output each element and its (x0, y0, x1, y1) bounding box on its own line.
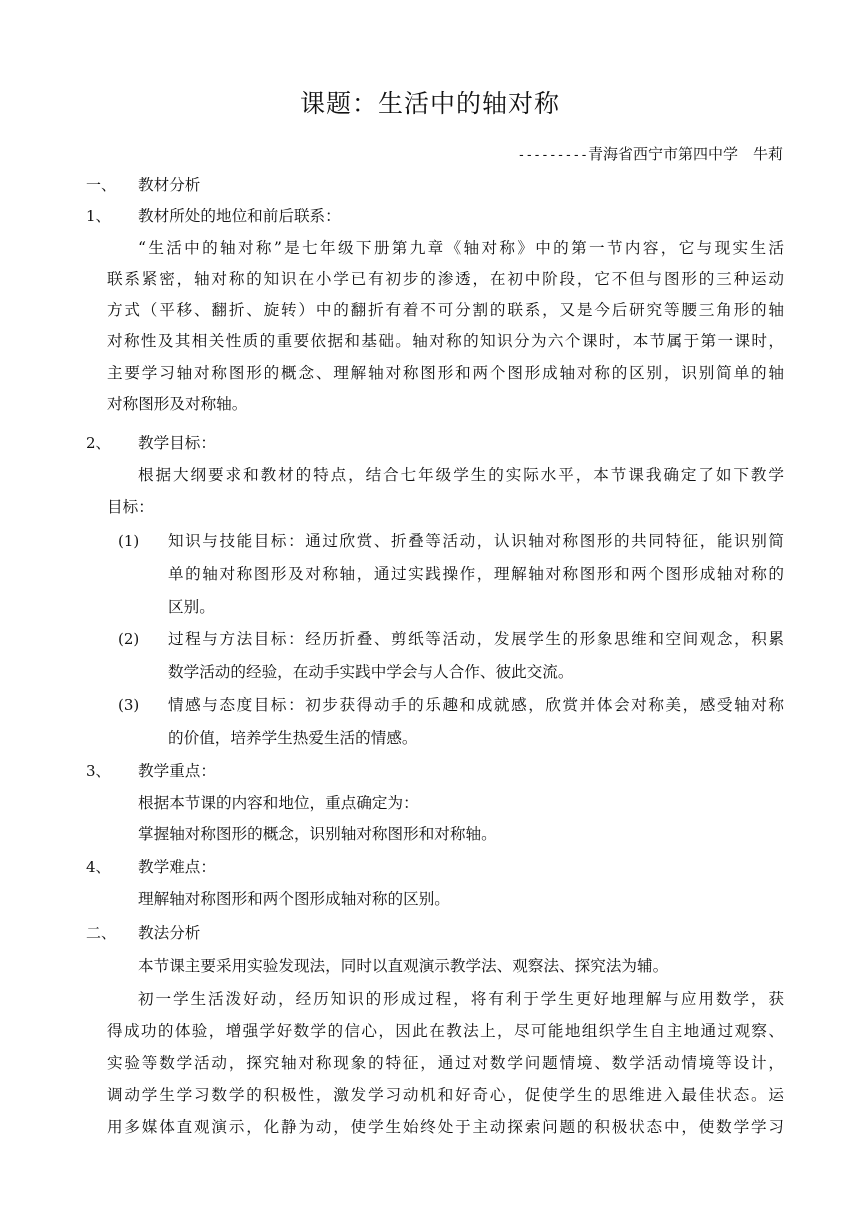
item-2-intro-line: 根据大纲要求和教材的特点，结合七年级学生的实际水平，本节课我确定了如下教学 (138, 466, 784, 484)
section-2-paragraph: 本节课主要采用实验发现法，同时以直观演示教学法、观察法、探究法为辅。 (138, 957, 669, 975)
item-3-line: 掌握轴对称图形的概念，识别轴对称图形和对称轴。 (138, 825, 497, 843)
goal-1-number: (1) (118, 532, 140, 550)
item-1-line: 方式（平移、翻折、旋转）中的翻折有着不可分割的联系，又是今后研究等腰三角形的轴 (107, 301, 784, 319)
item-1-heading: 教材所处的地位和前后联系： (138, 207, 341, 225)
goal-3-line: 情感与态度目标：初步获得动手的乐趣和成就感，欣赏并体会对称美，感受轴对称 (168, 696, 784, 714)
item-3-heading: 教学重点： (138, 762, 216, 780)
goal-1-line: 区别。 (168, 598, 215, 616)
item-1-number: 1、 (86, 207, 111, 225)
item-1-line: 对称性及其相关性质的重要依据和基础。轴对称的知识分为六个课时，本节属于第一课时， (107, 332, 784, 350)
section-1-number: 一、 (86, 176, 117, 194)
item-1-line: 联系紧密，轴对称的知识在小学已有初步的渗透，在初中阶段，它不但与图形的三种运动 (107, 270, 784, 288)
goal-3-line: 的价值，培养学生热爱生活的情感。 (168, 729, 418, 747)
goal-3-number: (3) (118, 696, 140, 714)
section-1-heading: 教材分析 (138, 176, 201, 194)
goal-2-line: 过程与方法目标：经历折叠、剪纸等活动，发展学生的形象思维和空间观念，积累 (168, 630, 784, 648)
item-4-number: 4、 (86, 858, 111, 876)
author-line (518, 143, 783, 167)
goal-2-line: 数学活动的经验，在动手实践中学会与人合作、彼此交流。 (168, 663, 574, 681)
item-1-line: 对称图形及对称轴。 (107, 395, 248, 413)
author-dashes: --------- (517, 148, 588, 163)
section-2-line: 初一学生活泼好动，经历知识的形成过程，将有利于学生更好地理解与应用数学，获 (138, 990, 784, 1008)
section-2-number: 二、 (86, 924, 117, 942)
item-3-line: 根据本节课的内容和地位，重点确定为： (138, 794, 419, 812)
page-title: 课题：生活中的轴对称 (299, 89, 560, 118)
goal-2-number: (2) (118, 630, 140, 648)
section-2-line: 得成功的体验，增强学好数学的信心，因此在教法上，尽可能地组织学生自主地通过观察、 (107, 1022, 784, 1040)
item-2-heading: 教学目标： (138, 434, 216, 452)
item-2-intro-line: 目标： (107, 498, 154, 516)
item-1-line: “生活中的轴对称”是七年级下册第九章《轴对称》中的第一节内容，它与现实生活 (138, 239, 784, 257)
author-name: 青海省西宁市第四中学 牛莉 (587, 145, 783, 163)
section-2-heading: 教法分析 (138, 924, 201, 942)
section-2-line: 实验等数学活动，探究轴对称现象的特征，通过对数学问题情境、数学活动情境等设计， (107, 1054, 784, 1072)
section-2-line: 用多媒体直观演示，化静为动，使学生始终处于主动探索问题的积极状态中，使数学学习 (107, 1118, 784, 1136)
item-4-heading: 教学难点： (138, 858, 216, 876)
item-4-line: 理解轴对称图形和两个图形成轴对称的区别。 (138, 890, 450, 908)
goal-1-line: 知识与技能目标：通过欣赏、折叠等活动，认识轴对称图形的共同特征，能识别简 (168, 532, 784, 550)
section-2-line: 调动学生学习数学的积极性，激发学习动机和好奇心，促使学生的思维进入最佳状态。运 (107, 1086, 784, 1104)
item-2-number: 2、 (86, 434, 111, 452)
item-1-line: 主要学习轴对称图形的概念、理解轴对称图形和两个图形成轴对称的区别，识别简单的轴 (107, 364, 784, 382)
goal-1-line: 单的轴对称图形及对称轴，通过实践操作，理解轴对称图形和两个图形成轴对称的 (168, 565, 784, 583)
item-3-number: 3、 (86, 762, 111, 780)
